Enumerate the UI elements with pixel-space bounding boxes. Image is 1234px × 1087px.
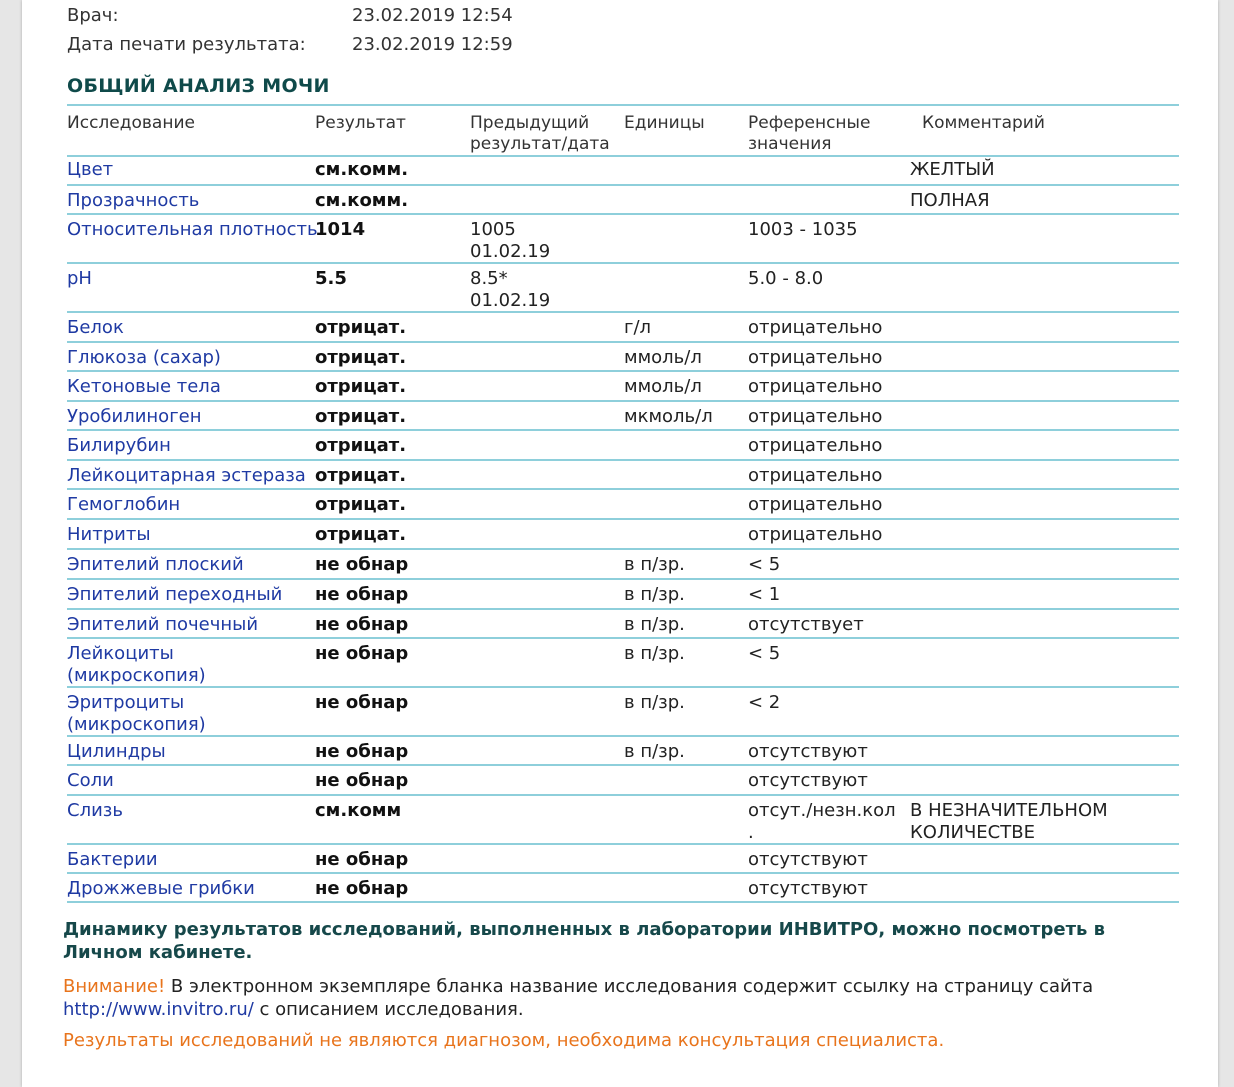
row-comment-line: В НЕЗНАЧИТЕЛЬНОМ <box>910 800 1108 821</box>
row-name-line: Эпителий плоский <box>67 554 244 575</box>
row-name-line: Эритроциты <box>67 692 185 713</box>
row-reference-line: отрицательно <box>748 494 883 515</box>
row-result: отрицат. <box>315 317 407 338</box>
row-name-line: Гемоглобин <box>67 494 181 515</box>
row-divider <box>67 548 1179 550</box>
doctor-value: 23.02.2019 12:54 <box>352 5 513 26</box>
row-name-line: (микроскопия) <box>67 665 206 686</box>
row-comment <box>910 190 990 212</box>
row-divider <box>67 794 1179 796</box>
row-name-line: (микроскопия) <box>67 714 206 735</box>
table-top-divider <box>67 104 1179 106</box>
column-header-previous-line1: Предыдущий <box>470 113 590 133</box>
row-name-line: Белок <box>67 317 124 338</box>
row-result: отрицат. <box>315 524 407 545</box>
row-result: отрицат. <box>315 347 407 368</box>
row-reference <box>748 770 868 792</box>
row-reference <box>748 268 823 290</box>
row-comment-line: КОЛИЧЕСТВЕ <box>910 822 1035 843</box>
row-reference <box>748 219 858 241</box>
row-name[interactable] <box>67 524 151 546</box>
row-divider <box>67 764 1179 766</box>
dynamics-note: Динамику результатов исследований, выполненных в лаборатории ИНВИТРО, можно посмотреть в Личном кабинете. <box>63 919 1106 963</box>
row-name[interactable] <box>67 159 113 181</box>
row-reference <box>748 406 882 428</box>
row-name-line: Цвет <box>67 159 114 180</box>
row-name[interactable] <box>67 643 206 687</box>
row-divider <box>67 637 1179 639</box>
row-reference <box>748 878 868 900</box>
row-divider <box>67 341 1179 343</box>
row-name[interactable] <box>67 849 158 871</box>
row-result: не обнар <box>315 878 409 899</box>
row-name[interactable] <box>67 268 92 290</box>
row-reference-line: < 1 <box>748 584 781 605</box>
row-reference-line: отрицательно <box>748 435 883 456</box>
row-name-line: Соли <box>67 770 114 791</box>
row-divider <box>67 901 1179 903</box>
row-reference <box>748 554 780 576</box>
row-result: см.комм. <box>315 159 409 180</box>
row-name-line: Дрожжевые грибки <box>67 878 255 899</box>
row-reference <box>748 494 882 516</box>
row-name[interactable] <box>67 219 318 241</box>
row-name-line: Бактерии <box>67 849 158 870</box>
row-previous-line: 01.02.19 <box>470 241 551 262</box>
row-name-line: Лейкоциты <box>67 643 174 664</box>
row-name[interactable] <box>67 347 221 369</box>
row-name-line: Нитриты <box>67 524 151 545</box>
row-name[interactable] <box>67 406 202 428</box>
row-name[interactable] <box>67 878 255 900</box>
row-result: не обнар <box>315 554 409 575</box>
print-date-label: Дата печати результата: <box>67 34 306 55</box>
row-reference <box>748 317 882 339</box>
row-reference-line: отсутствуют <box>748 741 868 762</box>
row-previous-line: 01.02.19 <box>470 290 551 311</box>
row-reference <box>748 692 780 714</box>
row-divider <box>67 578 1179 580</box>
row-result: отрицат. <box>315 494 407 515</box>
row-previous <box>470 219 550 263</box>
row-reference-line: отрицательно <box>748 465 883 486</box>
row-result: отрицат. <box>315 406 407 427</box>
row-name-line: Кетоновые тела <box>67 376 221 397</box>
invitro-link[interactable]: http://www.invitro.ru/ <box>63 999 254 1020</box>
row-reference <box>748 643 780 665</box>
row-comment <box>910 159 995 181</box>
row-units: в п/зр. <box>624 643 685 664</box>
row-units: мкмоль/л <box>624 406 713 427</box>
row-reference <box>748 614 864 636</box>
row-name[interactable] <box>67 376 221 398</box>
row-name-line: Эпителий переходный <box>67 584 283 605</box>
row-reference-line: . <box>748 822 754 843</box>
row-reference <box>748 741 868 763</box>
row-result: не обнар <box>315 741 409 762</box>
row-name[interactable] <box>67 692 206 736</box>
row-reference <box>748 465 882 487</box>
row-previous-line: 1005 <box>470 219 516 240</box>
row-reference-line: 1003 - 1035 <box>748 219 858 240</box>
doctor-label: Врач: <box>67 5 119 26</box>
column-header-previous-line2: результат/дата <box>470 134 610 154</box>
column-header-previous <box>470 113 610 155</box>
row-result: отрицат. <box>315 465 407 486</box>
row-result: отрицат. <box>315 435 407 456</box>
attention-text-1: В электронном экземпляре бланка название исследования содержит ссылку на страницу сайта <box>170 976 1094 997</box>
row-result: отрицат. <box>315 376 407 397</box>
row-divider <box>67 518 1179 520</box>
row-previous <box>470 268 550 312</box>
row-reference-line: 5.0 - 8.0 <box>748 268 824 289</box>
row-name[interactable] <box>67 465 306 487</box>
row-name[interactable] <box>67 554 244 576</box>
row-divider <box>67 735 1179 737</box>
row-units: в п/зр. <box>624 741 685 762</box>
row-name[interactable] <box>67 614 258 636</box>
row-name-line: Эпителий почечный <box>67 614 259 635</box>
row-name-line: Глюкоза (сахар) <box>67 347 221 368</box>
row-units: в п/зр. <box>624 692 685 713</box>
row-reference-line: < 5 <box>748 643 781 664</box>
attention-note <box>63 975 1163 1021</box>
row-name[interactable] <box>67 584 282 606</box>
row-reference-line: отсутствуют <box>748 770 868 791</box>
row-divider <box>67 686 1179 688</box>
disclaimer-text: Результаты исследований не являются диагнозом, необходима консультация специалиста. <box>63 1030 945 1051</box>
row-reference <box>748 800 896 844</box>
row-reference-line: отсутствуют <box>748 849 868 870</box>
row-result: не обнар <box>315 643 409 664</box>
row-divider <box>67 213 1179 215</box>
row-divider <box>67 872 1179 874</box>
row-name[interactable] <box>67 800 123 822</box>
report-page <box>22 0 1218 1087</box>
row-divider <box>67 429 1179 431</box>
column-header-study: Исследование <box>67 113 195 133</box>
row-reference-line: отсутствует <box>748 614 864 635</box>
row-divider <box>67 155 1179 157</box>
row-comment-line: ПОЛНАЯ <box>910 190 990 211</box>
row-reference <box>748 584 780 606</box>
row-result: не обнар <box>315 614 409 635</box>
row-name-line: Уробилиноген <box>67 406 202 427</box>
row-units: в п/зр. <box>624 584 685 605</box>
row-name[interactable] <box>67 494 180 516</box>
row-name[interactable] <box>67 190 199 212</box>
attention-text-2: с описанием исследования. <box>259 999 524 1020</box>
row-comment <box>910 800 1108 844</box>
attention-label: Внимание! <box>63 976 166 997</box>
row-units: в п/зр. <box>624 614 685 635</box>
row-name[interactable] <box>67 741 166 763</box>
print-date-value: 23.02.2019 12:59 <box>352 34 513 55</box>
row-name-line: Слизь <box>67 800 123 821</box>
row-divider <box>67 608 1179 610</box>
row-name-line: Цилиндры <box>67 741 166 762</box>
row-reference <box>748 435 882 457</box>
row-reference-line: < 5 <box>748 554 781 575</box>
row-units: ммоль/л <box>624 347 702 368</box>
column-header-units: Единицы <box>624 113 705 133</box>
row-result: не обнар <box>315 584 409 605</box>
row-result: см.комм <box>315 800 402 821</box>
column-header-reference <box>748 113 870 155</box>
row-result: см.комм. <box>315 190 409 211</box>
row-name[interactable] <box>67 317 124 339</box>
row-reference-line: отрицательно <box>748 406 883 427</box>
row-reference-line: отрицательно <box>748 376 883 397</box>
row-divider <box>67 459 1179 461</box>
row-name[interactable] <box>67 435 171 457</box>
row-name-line: Лейкоцитарная эстераза <box>67 465 306 486</box>
row-reference <box>748 849 868 871</box>
row-units: г/л <box>624 317 652 338</box>
column-header-reference-line1: Референсные <box>748 113 871 133</box>
row-reference <box>748 524 882 546</box>
row-reference <box>748 347 882 369</box>
row-name-line: pH <box>67 268 92 289</box>
row-units: ммоль/л <box>624 376 702 397</box>
row-name[interactable] <box>67 770 114 792</box>
row-result: 1014 <box>315 219 366 240</box>
row-divider <box>67 488 1179 490</box>
row-reference-line: отрицательно <box>748 317 883 338</box>
row-result: не обнар <box>315 770 409 791</box>
row-divider <box>67 311 1179 313</box>
row-name-line: Относительная плотность <box>67 219 318 240</box>
row-divider <box>67 370 1179 372</box>
row-name-line: Билирубин <box>67 435 171 456</box>
row-divider <box>67 262 1179 264</box>
row-result: 5.5 <box>315 268 347 289</box>
section-title: ОБЩИЙ АНАЛИЗ МОЧИ <box>67 75 330 97</box>
row-divider <box>67 400 1179 402</box>
row-result: не обнар <box>315 849 409 870</box>
row-divider <box>67 184 1179 186</box>
row-reference-line: отрицательно <box>748 347 883 368</box>
row-reference-line: < 2 <box>748 692 781 713</box>
row-reference-line: отсутствуют <box>748 878 868 899</box>
column-header-reference-line2: значения <box>748 134 832 154</box>
row-previous-line: 8.5* <box>470 268 508 289</box>
row-result: не обнар <box>315 692 409 713</box>
row-name-line: Прозрачность <box>67 190 200 211</box>
row-units: в п/зр. <box>624 554 685 575</box>
row-reference-line: отрицательно <box>748 524 883 545</box>
row-reference-line: отсут./незн.кол <box>748 800 896 821</box>
row-reference <box>748 376 882 398</box>
column-header-result: Результат <box>315 113 406 133</box>
row-comment-line: ЖЕЛТЫЙ <box>910 159 995 180</box>
column-header-comment: Комментарий <box>922 113 1045 133</box>
